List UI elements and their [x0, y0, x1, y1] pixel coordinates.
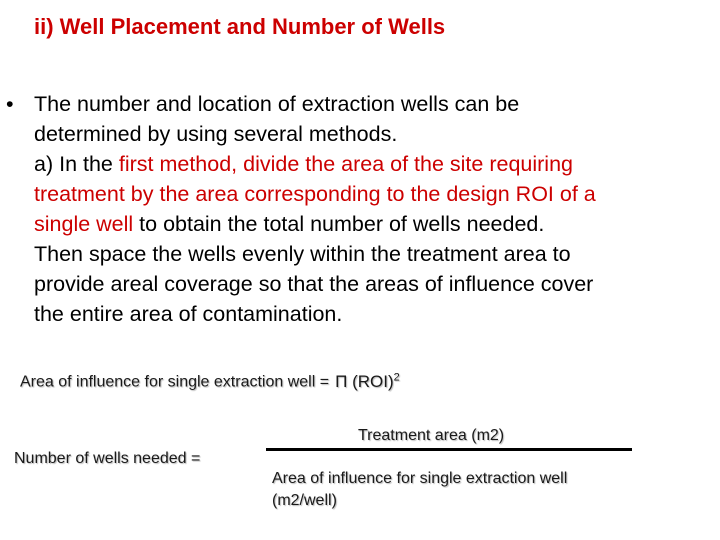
influence-formula-lhs: Area of influence for single extraction well = — [20, 373, 330, 391]
influence-formula-exponent: 2 — [393, 371, 400, 383]
bullet-block — [6, 89, 716, 329]
influence-formula-rhs — [335, 372, 400, 391]
bullet-line-8: the entire area of contamination. — [34, 302, 343, 326]
wells-formula-lhs: Number of wells needed = — [14, 450, 201, 467]
bullet-line-6: Then space the wells evenly within the treatment area to — [34, 242, 571, 266]
bullet-line-2: determined by using several methods. — [34, 122, 398, 146]
slide-title: ii) Well Placement and Number of Wells — [34, 14, 446, 39]
part-a-red-3: single well — [34, 212, 134, 236]
bullet-line-7: provide areal coverage so that the areas of influence cover — [34, 272, 594, 296]
part-a-after: to obtain the total number of wells needed. — [133, 212, 545, 236]
bullet-symbol: • — [6, 92, 14, 116]
wells-formula-numerator: Treatment area (m2) — [358, 427, 505, 444]
wells-formula-denominator — [272, 468, 567, 512]
part-a-red-2: treatment by the area corresponding to the design ROI of a — [34, 182, 596, 206]
influence-formula — [20, 371, 400, 392]
bullet-line-3 — [34, 149, 716, 179]
part-a-red-1: first method, divide the area of the site requiring — [118, 152, 573, 176]
denominator-line-1: Area of influence for single extraction well — [272, 470, 568, 487]
bullet-line-5 — [34, 209, 716, 239]
bullet-text — [34, 89, 716, 329]
fraction-bar — [266, 448, 632, 451]
influence-formula-base: Π (ROI) — [335, 371, 394, 391]
part-a-prefix: a) In the — [34, 152, 119, 176]
denominator-line-2: (m2/well) — [272, 492, 337, 509]
bullet-line-1: The number and location of extraction wells can be — [34, 92, 520, 116]
